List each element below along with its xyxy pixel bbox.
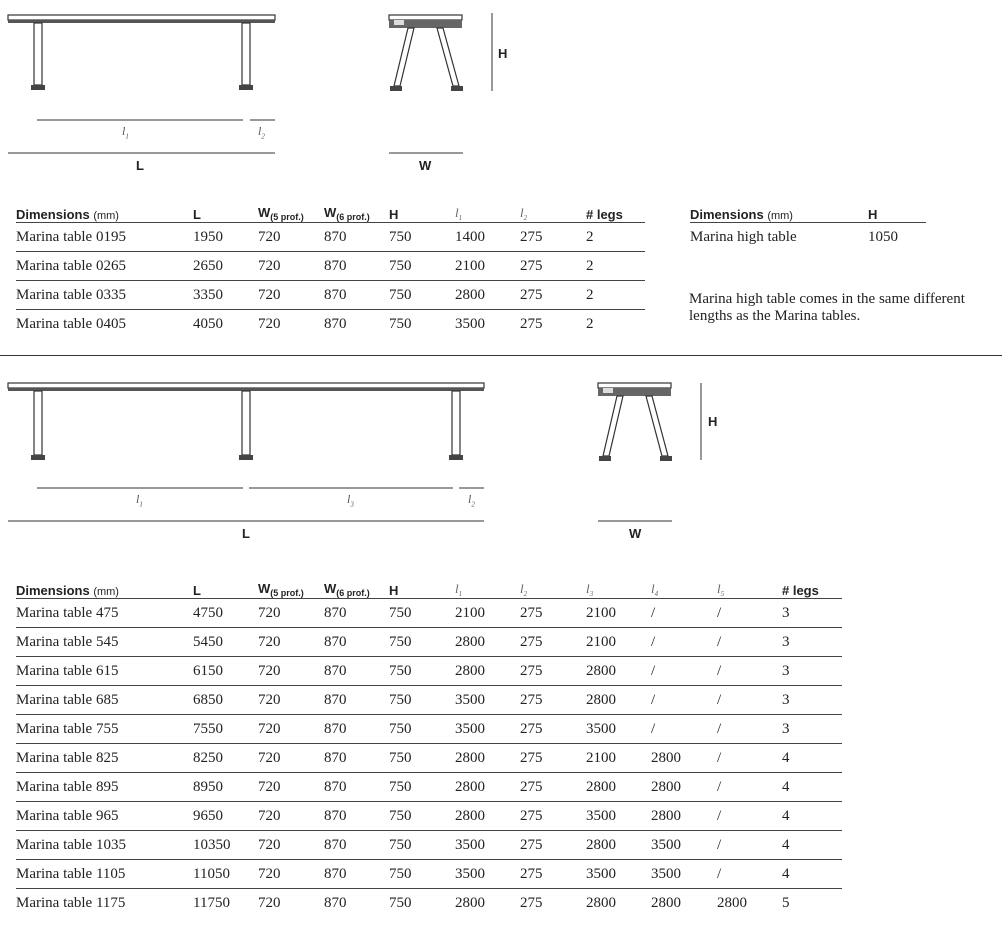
table-row — [16, 310, 645, 339]
dimensions-table-3-5-legs — [16, 576, 842, 917]
row-model-name: Marina table 545 — [16, 628, 193, 657]
table-cell: 750 — [389, 894, 412, 911]
table-cell: 5450 — [193, 628, 258, 657]
table-cell: 750 — [389, 223, 455, 252]
dim-l1-label: $l_1$ — [122, 124, 129, 141]
row-model-name: Marina table 825 — [16, 744, 193, 773]
table-cell: 3500 — [455, 715, 520, 744]
table-cell: 750 — [389, 831, 455, 860]
table-cell: 870 — [324, 223, 389, 252]
dim-H-label: H — [708, 414, 718, 429]
table-cell: 870 — [324, 744, 389, 773]
table-cell: / — [651, 715, 717, 744]
table-cell: 275 — [520, 252, 586, 281]
table-cell: / — [717, 715, 782, 744]
table1-body — [16, 223, 645, 339]
table-cell: 3500 — [455, 315, 485, 332]
col-l3: $l_3$ — [586, 576, 651, 599]
table-cell: 275 — [520, 715, 586, 744]
dim-l1-label: $l_1$ — [136, 492, 143, 509]
table-row — [16, 860, 842, 889]
col-l2: $l_2$ — [520, 576, 586, 599]
table-cell: 2 — [586, 252, 645, 281]
table-cell: 2800 — [455, 657, 520, 686]
table-cell: 720 — [258, 315, 281, 332]
table-cell: 750 — [389, 715, 455, 744]
table-side-view-2-legs — [0, 0, 300, 170]
table-cell: 3500 — [586, 715, 651, 744]
table-cell: 870 — [324, 831, 389, 860]
table-row — [16, 628, 842, 657]
col-H: H — [389, 576, 455, 599]
dim-l2-label: $l_2$ — [258, 124, 265, 141]
table-cell: 870 — [324, 628, 389, 657]
table-cell: 720 — [258, 628, 324, 657]
table-cell: 4 — [782, 831, 842, 860]
table-cell: 3350 — [193, 281, 258, 310]
table-cell: 750 — [389, 252, 455, 281]
table-cell: 2800 — [651, 744, 717, 773]
table-cell: 2 — [586, 315, 594, 332]
col-legs: # legs — [586, 200, 645, 223]
table-cell: 275 — [520, 773, 586, 802]
table-cell: / — [651, 599, 717, 628]
dim-W-label: W — [419, 158, 432, 173]
table-cell: 750 — [389, 744, 455, 773]
table-cell: 720 — [258, 802, 324, 831]
col-L: L — [193, 200, 258, 223]
table-row — [16, 744, 842, 773]
table-cell: 2800 — [455, 628, 520, 657]
col-H: H — [868, 200, 926, 223]
col-W6: $W_{(6 prof.)}$ — [324, 576, 389, 599]
table-cell: 720 — [258, 686, 324, 715]
table-cell: 11750 — [193, 894, 230, 911]
table-cell: 2100 — [455, 252, 520, 281]
table-cell: 3500 — [651, 831, 717, 860]
table-cell: 750 — [389, 802, 455, 831]
table-cell: 750 — [389, 657, 455, 686]
table-cell: 720 — [258, 831, 324, 860]
col-W5: $W_{(5 prof.)}$ — [258, 576, 324, 599]
table-cell: 1400 — [455, 223, 520, 252]
table-cell: 2100 — [455, 599, 520, 628]
table-cell: 4750 — [193, 599, 258, 628]
table-cell: 750 — [389, 281, 455, 310]
table-cell: 275 — [520, 628, 586, 657]
table-header-row — [690, 200, 926, 223]
table-cell: 4 — [782, 860, 842, 889]
table-cell: 750 — [389, 315, 412, 332]
table-cell: 275 — [520, 860, 586, 889]
table-cell: 2800 — [455, 744, 520, 773]
row-model-name: Marina table 1035 — [16, 831, 193, 860]
table-cell: 870 — [324, 599, 389, 628]
table-cell: / — [717, 657, 782, 686]
table-cell: 720 — [258, 860, 324, 889]
table-cell: 720 — [258, 223, 324, 252]
col-l4: $l_4$ — [651, 576, 717, 599]
table-cell: 750 — [389, 773, 455, 802]
table-cell: 2800 — [455, 802, 520, 831]
table-row — [690, 223, 926, 252]
dim-L-label: L — [242, 526, 250, 541]
row-model-name: Marina table 0405 — [16, 315, 126, 332]
table-cell: 870 — [324, 773, 389, 802]
table-cell: 3 — [782, 715, 842, 744]
table-cell: 2800 — [586, 657, 651, 686]
table-cell: 1050 — [868, 228, 898, 245]
table-cell: 275 — [520, 831, 586, 860]
table-cell: / — [717, 831, 782, 860]
table-row — [16, 281, 645, 310]
dim-l2-label: $l_2$ — [468, 492, 475, 509]
table-cell: 275 — [520, 223, 586, 252]
table-cell: 750 — [389, 686, 455, 715]
table-cell: 3500 — [455, 831, 520, 860]
table-cell: 2800 — [651, 773, 717, 802]
table-cell: 275 — [520, 281, 586, 310]
table-cell: 720 — [258, 894, 281, 911]
table-cell: 2800 — [455, 773, 520, 802]
table-row — [16, 599, 842, 628]
table-cell: 2800 — [586, 686, 651, 715]
table-cell: 2800 — [586, 894, 616, 911]
row-model-name: Marina table 0195 — [16, 223, 193, 252]
col-W6: $W_{(6 prof.)}$ — [324, 200, 389, 223]
table-cell: 275 — [520, 657, 586, 686]
table-cell: 4 — [782, 773, 842, 802]
table-cell: 2 — [586, 281, 645, 310]
table-cell: 3 — [782, 657, 842, 686]
section-divider — [0, 355, 1002, 356]
table-cell: / — [717, 686, 782, 715]
high-table-body — [690, 223, 926, 252]
table-header-row — [16, 576, 842, 599]
table-cell: 2 — [586, 223, 645, 252]
table-cell: 2100 — [586, 744, 651, 773]
row-model-name: Marina high table — [690, 228, 797, 245]
table-cell: 2800 — [455, 894, 485, 911]
high-table-note: Marina high table comes in the same different lengths as the Marina tables. — [689, 291, 965, 324]
table-cell: 2800 — [651, 894, 681, 911]
table-cell: 720 — [258, 252, 324, 281]
col-dimensions: Dimensions (mm) — [690, 200, 868, 223]
table-cell: 2100 — [586, 628, 651, 657]
table-cell: 870 — [324, 860, 389, 889]
col-L: L — [193, 576, 258, 599]
table-row — [16, 773, 842, 802]
table-cell: 2650 — [193, 252, 258, 281]
table-cell: / — [651, 686, 717, 715]
table-cell: 870 — [324, 802, 389, 831]
table-cell: / — [717, 599, 782, 628]
table-cell: 870 — [324, 894, 347, 911]
dim-H-label: H — [498, 46, 508, 61]
table-cell: 3500 — [651, 860, 717, 889]
table-cell: / — [651, 628, 717, 657]
table-cell: 2800 — [586, 831, 651, 860]
table-cell: 2100 — [586, 599, 651, 628]
table-row — [16, 686, 842, 715]
table-cell: 3500 — [455, 686, 520, 715]
high-table-dimensions — [690, 200, 926, 251]
row-model-name: Marina table 685 — [16, 686, 193, 715]
table-cell: / — [717, 744, 782, 773]
table-cell: 750 — [389, 599, 455, 628]
row-model-name: Marina table 755 — [16, 715, 193, 744]
table-cell: 11050 — [193, 860, 258, 889]
table-cell: 7550 — [193, 715, 258, 744]
table-cell: 4 — [782, 744, 842, 773]
table-cell: 8250 — [193, 744, 258, 773]
col-W5: $W_{(5 prof.)}$ — [258, 200, 324, 223]
col-l1: $l_1$ — [455, 200, 520, 223]
table-row — [16, 657, 842, 686]
table-cell: 720 — [258, 657, 324, 686]
dim-L-label: L — [136, 158, 144, 173]
table-cell: 870 — [324, 715, 389, 744]
col-dimensions: Dimensions (mm) — [16, 200, 193, 223]
table-cell: 750 — [389, 860, 455, 889]
table-cell: 720 — [258, 599, 324, 628]
table-cell: 870 — [324, 686, 389, 715]
row-model-name: Marina table 965 — [16, 802, 193, 831]
table-cell: 3500 — [455, 860, 520, 889]
table-cell: 870 — [324, 657, 389, 686]
table-cell: 275 — [520, 894, 543, 911]
col-legs: # legs — [782, 576, 842, 599]
table-cell: 2800 — [455, 281, 520, 310]
row-model-name: Marina table 1175 — [16, 894, 126, 911]
row-model-name: Marina table 615 — [16, 657, 193, 686]
col-l2: $l_2$ — [520, 200, 586, 223]
table-row — [16, 802, 842, 831]
table-end-view — [380, 0, 510, 170]
table-cell: 3500 — [586, 802, 651, 831]
table-cell: 8950 — [193, 773, 258, 802]
table-cell: 3500 — [586, 860, 651, 889]
table-cell: 275 — [520, 686, 586, 715]
table-row — [16, 831, 842, 860]
table-cell: 720 — [258, 715, 324, 744]
table2-body — [16, 599, 842, 918]
table-cell: / — [717, 628, 782, 657]
table-cell: 3 — [782, 686, 842, 715]
table-cell: 3 — [782, 599, 842, 628]
table-end-view — [590, 370, 720, 540]
col-dimensions: Dimensions (mm) — [16, 576, 193, 599]
table-cell: / — [717, 802, 782, 831]
table-cell: 6150 — [193, 657, 258, 686]
row-model-name: Marina table 0265 — [16, 252, 193, 281]
table-cell: 870 — [324, 315, 347, 332]
table-row — [16, 889, 842, 918]
table-cell: 10350 — [193, 831, 258, 860]
table-cell: 275 — [520, 315, 543, 332]
col-H: H — [389, 200, 455, 223]
table-header-row — [16, 200, 645, 223]
row-model-name: Marina table 895 — [16, 773, 193, 802]
table-cell: 720 — [258, 773, 324, 802]
table-cell: 2800 — [651, 802, 717, 831]
dimensions-table-2-legs — [16, 200, 645, 338]
table-cell: 720 — [258, 744, 324, 773]
table-cell: 3 — [782, 628, 842, 657]
row-model-name: Marina table 475 — [16, 599, 193, 628]
row-model-name: Marina table 1105 — [16, 860, 193, 889]
row-model-name: Marina table 0335 — [16, 281, 193, 310]
table-cell: 870 — [324, 281, 389, 310]
col-l5: $l_5$ — [717, 576, 782, 599]
table-cell: 275 — [520, 802, 586, 831]
table-side-view-3-legs — [0, 370, 500, 540]
table-cell: 720 — [258, 281, 324, 310]
dim-W-label: W — [629, 526, 642, 541]
table-cell: 5 — [782, 894, 790, 911]
table-row — [16, 715, 842, 744]
table-row — [16, 223, 645, 252]
table-cell: 275 — [520, 744, 586, 773]
col-l1: $l_1$ — [455, 576, 520, 599]
table-cell: 870 — [324, 252, 389, 281]
table-cell: / — [651, 657, 717, 686]
table-cell: 4 — [782, 802, 842, 831]
table-cell: 9650 — [193, 802, 258, 831]
table-cell: 6850 — [193, 686, 258, 715]
dim-l3-label: $l_3$ — [347, 492, 354, 509]
table-cell: 2800 — [717, 894, 747, 911]
table-cell: 275 — [520, 599, 586, 628]
table-cell: 2800 — [586, 773, 651, 802]
table-cell: 4050 — [193, 315, 223, 332]
table-row — [16, 252, 645, 281]
table-cell: 750 — [389, 628, 455, 657]
table-cell: / — [717, 773, 782, 802]
table-cell: 1950 — [193, 223, 258, 252]
table-cell: / — [717, 860, 782, 889]
